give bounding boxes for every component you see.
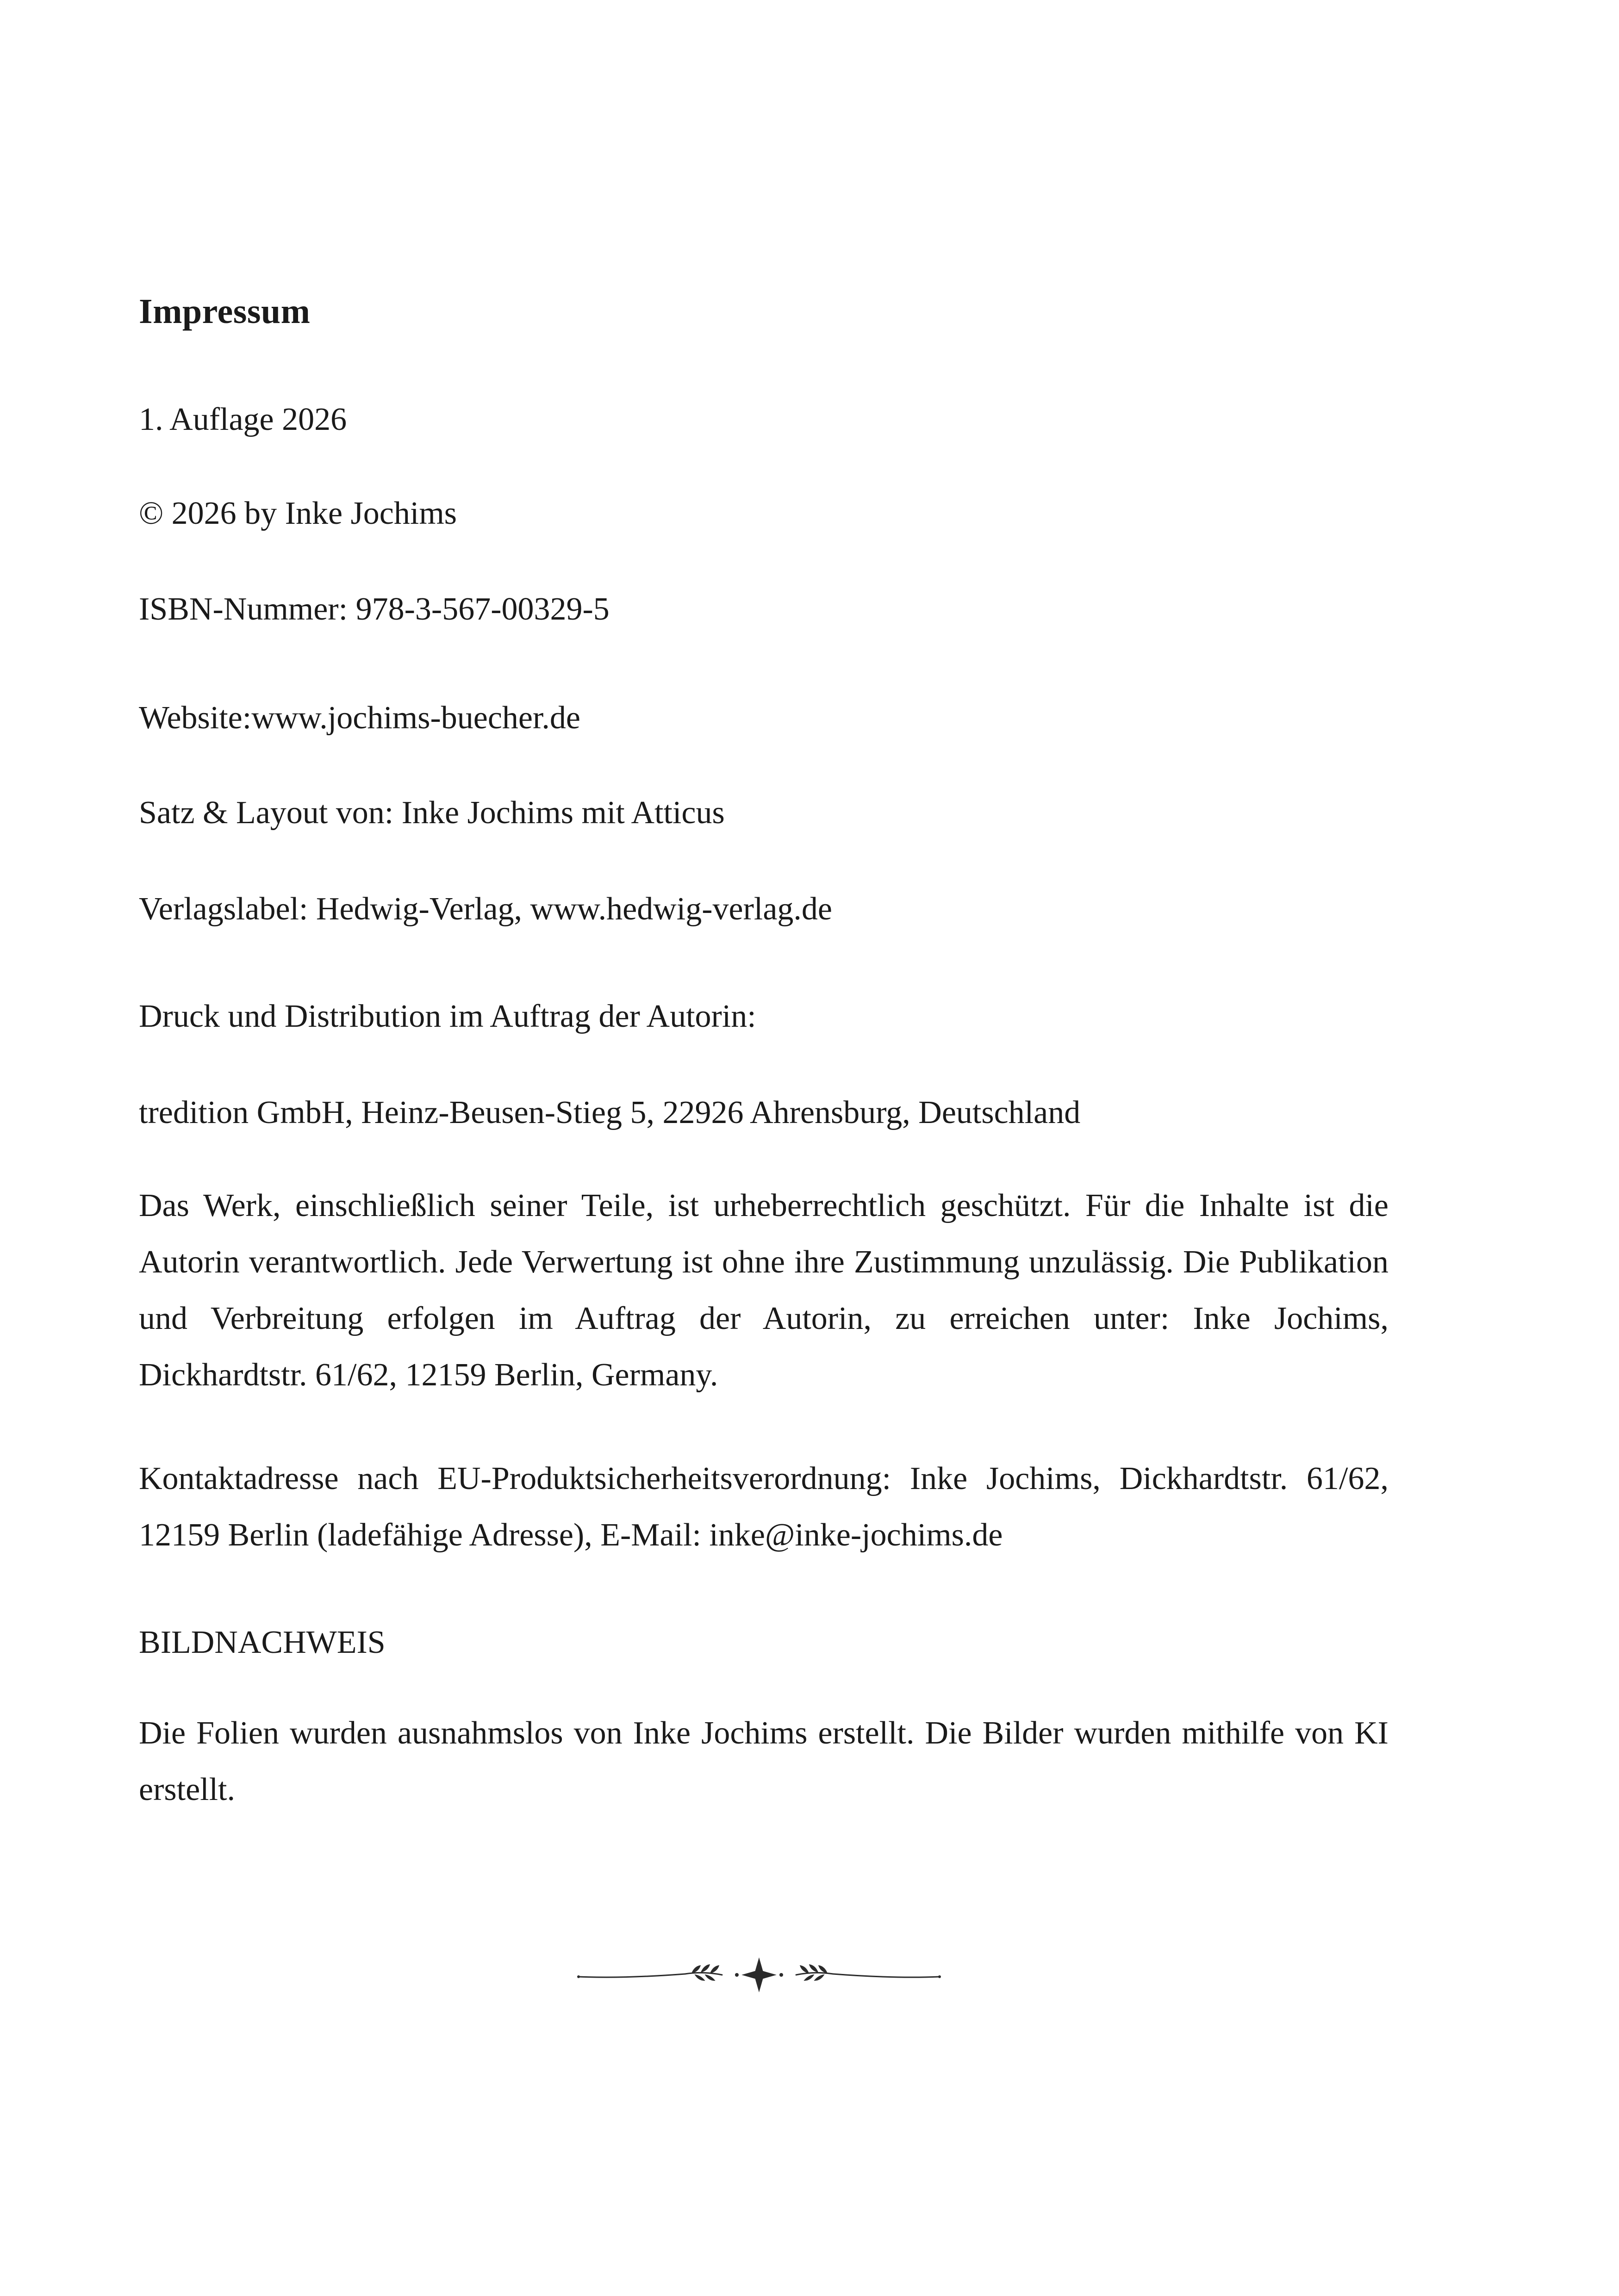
- image-credits-paragraph: Die Folien wurden ausnahmslos von Inke Jochims erstellt. Die Bilder wurden mithilfe von KI erstellt.: [139, 1715, 1389, 1807]
- edition-line: 1. Auflage 2026: [139, 402, 347, 437]
- page-title: Impressum: [139, 292, 311, 331]
- website-line: Website:www.jochims-buecher.de: [139, 700, 580, 736]
- floral-divider-icon: [569, 1948, 949, 2004]
- image-credits-heading: BILDNACHWEIS: [139, 1625, 386, 1660]
- layout-credit-line: Satz & Layout von: Inke Jochims mit Atticus: [139, 795, 725, 831]
- print-intro-line: Druck und Distribution im Auftrag der Autorin:: [139, 999, 756, 1034]
- rights-paragraph: Das Werk, einschließlich seiner Teile, ist urheberrechtlich geschützt. Für die Inhalte ist die Autorin verantwortlich. Jede Verwertung ist ohne ihre Zustimmung unzulässig. Die Publikation und Verbreitung erfolgen im Auftrag der Autorin, zu erreichen unter: Inke Jochims, Dickhardtstr. 61/62, 12159 Berlin, Germany.: [139, 1188, 1389, 1393]
- publisher-label-line: Verlagslabel: Hedwig-Verlag, www.hedwig-verlag.de: [139, 891, 832, 927]
- contact-paragraph: Kontaktadresse nach EU-Produktsicherheitsverordnung: Inke Jochims, Dickhardtstr. 61/62, 12159 Berlin (ladefähige Adresse), E-Mail: inke@inke-jochims.de: [139, 1461, 1389, 1553]
- printer-address-line: tredition GmbH, Heinz-Beusen-Stieg 5, 22926 Ahrensburg, Deutschland: [139, 1095, 1081, 1130]
- copyright-line: © 2026 by Inke Jochims: [139, 496, 457, 531]
- isbn-line: ISBN-Nummer: 978-3-567-00329-5: [139, 591, 610, 627]
